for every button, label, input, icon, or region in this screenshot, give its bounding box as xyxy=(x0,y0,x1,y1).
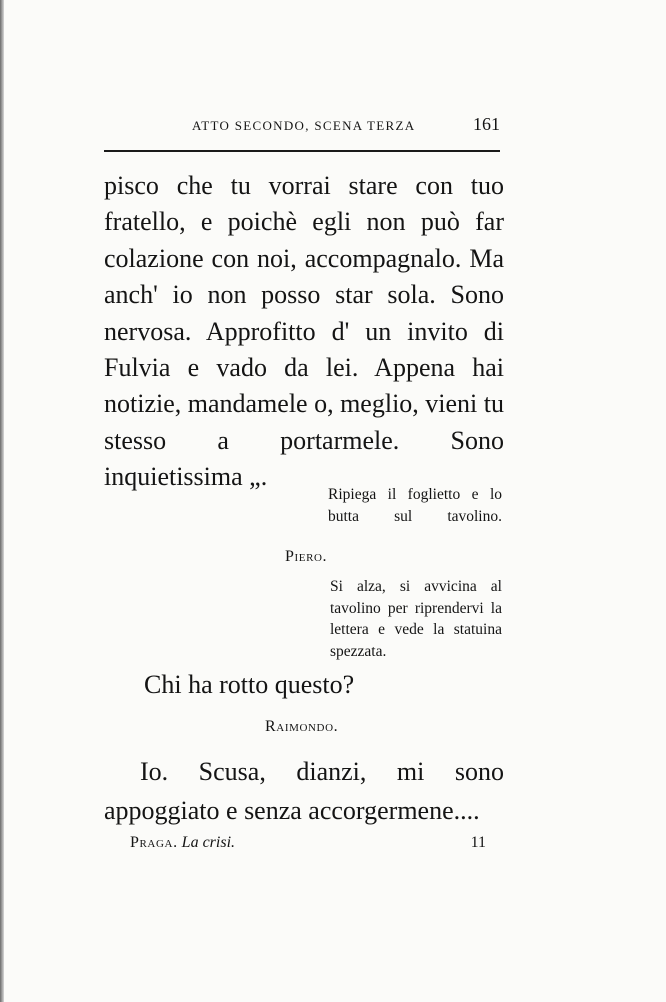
speaker-raimondo: Raimondo. xyxy=(265,718,339,735)
page-header xyxy=(104,114,502,136)
signature-mark xyxy=(130,834,235,852)
stage-direction-2: Si alza, si avvicina al tavolino per riprendervi la lettera e vede la statuina spezzata. xyxy=(330,578,502,660)
running-head: ATTO SECONDO, SCENA TERZA xyxy=(192,118,416,133)
page-number: 161 xyxy=(473,114,500,134)
header-rule xyxy=(104,150,500,152)
dialogue-line-2: Io. Scusa, dianzi, mi sono appoggiato e senza accorgermene.... xyxy=(104,757,504,825)
speaker-piero: Piero. xyxy=(285,548,328,565)
stage-direction-1: Ripiega il foglietto e lo butta sul tavolino. xyxy=(328,486,502,525)
footer-work: La crisi. xyxy=(181,834,236,851)
page-binding-edge xyxy=(0,0,4,1002)
signature-number: 11 xyxy=(470,834,486,851)
footer-author: Praga. xyxy=(130,834,178,851)
dialogue-line-1: Chi ha rotto questo? xyxy=(144,670,355,699)
prose-paragraph: pisco che tu vorrai stare con tuo fratello, e poichè egli non può far colazione con noi, accompagnalo. Ma anch' io non posso star sola. Sono nervosa. Approfitto d' un invito di Fulvia e vado da lei. Appena hai notizie, mandamele o, meglio, vieni tu stesso a portarmele. Sono inquietissima „. xyxy=(104,171,505,492)
